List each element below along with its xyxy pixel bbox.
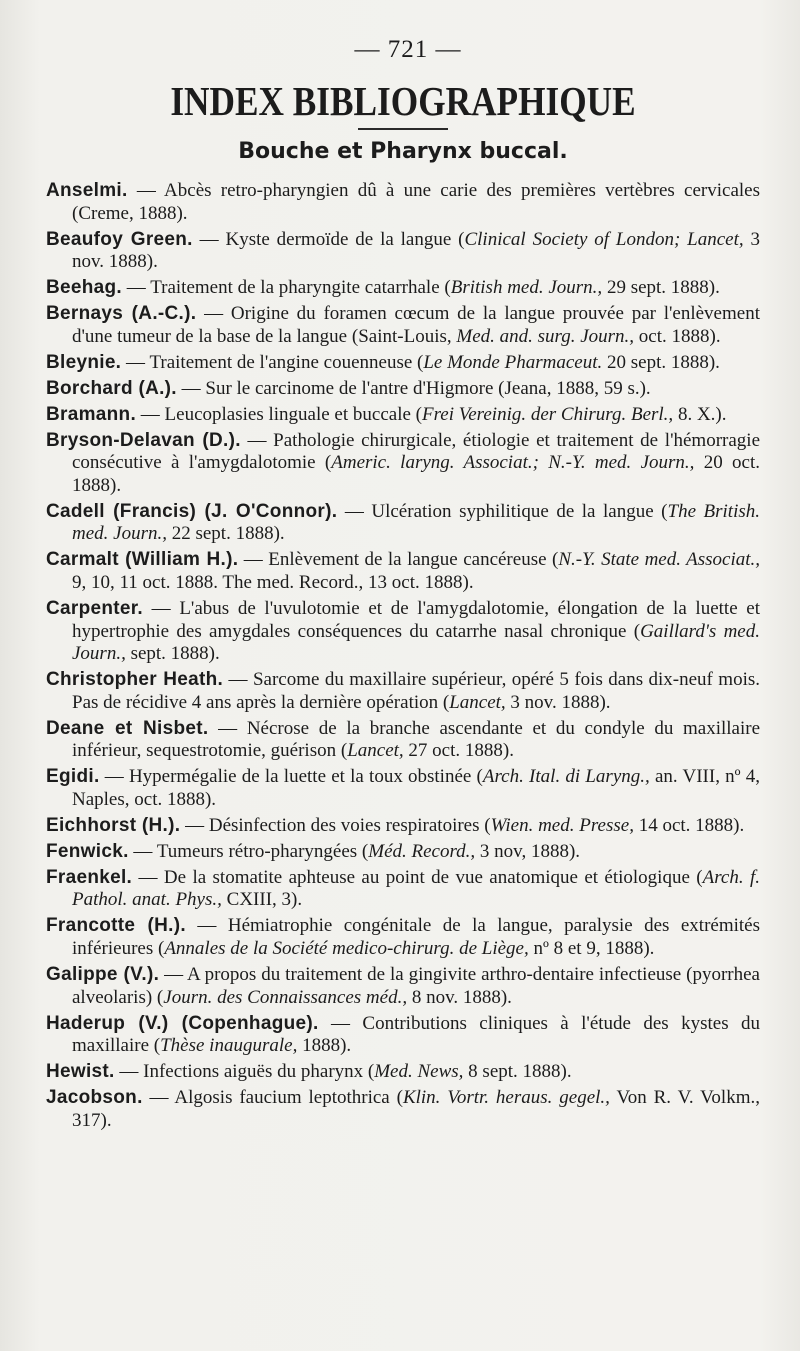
- bibliography-entry: [46, 718, 760, 763]
- entry-source: Annales de la Société medico-chirurg. de Liège,: [164, 938, 529, 960]
- entry-tail: nº 8 et 9, 1888).: [528, 938, 655, 960]
- entry-text: Désinfection des voies respiratoires (: [208, 814, 491, 836]
- entry-tail: 20 oct. 1888).: [72, 452, 760, 496]
- entry-source: The British. med. Journ.,: [72, 500, 761, 545]
- entry-author: Hewist.: [46, 1061, 115, 1083]
- bibliography-entry: [46, 303, 760, 348]
- entry-author: Haderup (V.) (Copenhague).: [46, 1012, 319, 1034]
- bibliography-entry: [46, 1087, 760, 1132]
- bibliography-entry: [46, 841, 760, 864]
- entry-tail: 8 sept. 1888).: [463, 1061, 572, 1083]
- entry-separator: —: [132, 866, 164, 888]
- entry-source: Le Monde Pharmaceut.: [423, 351, 603, 373]
- entry-tail: 29 sept. 1888).: [602, 277, 720, 299]
- entry-author: Bleynie.: [46, 351, 122, 373]
- bibliography-entry: [46, 229, 760, 274]
- entry-text: Enlèvement de la langue cancéreuse (: [268, 549, 559, 571]
- entry-source: Lancet,: [347, 740, 404, 762]
- entry-separator: —: [159, 964, 187, 986]
- entry-author: Bryson-Delavan (D.).: [46, 429, 241, 451]
- entry-separator: —: [196, 303, 231, 325]
- entry-source: N.-Y. State med. Associat.,: [558, 549, 761, 571]
- entry-source: Arch. f. Pathol. anat. Phys.,: [72, 866, 760, 911]
- entry-text: Leucoplasies linguale et buccale (: [164, 403, 422, 425]
- section-heading: Bouche et Pharynx buccal.: [238, 139, 568, 164]
- entry-tail: 20 sept. 1888).: [602, 351, 720, 373]
- bibliography-entry: [46, 277, 760, 300]
- entry-text: A propos du traitement de la gingivite arthro-dentaire infectieuse (pyorrhea alveolaris) (: [72, 964, 760, 1008]
- entry-text: Kyste dermoïde de la langue (: [225, 228, 465, 250]
- entry-author: Fenwick.: [46, 840, 129, 862]
- title-rule: [358, 128, 448, 130]
- entry-tail: 3 nov, 1888).: [475, 840, 581, 862]
- entry-text: Tumeurs rétro-pharyngées (: [156, 840, 369, 862]
- entry-separator: —: [180, 814, 209, 836]
- entry-tail: 14 oct. 1888).: [633, 814, 745, 836]
- entry-tail: 3 nov. 1888).: [505, 691, 611, 713]
- entry-separator: —: [128, 840, 157, 862]
- entry-author: Egidi.: [46, 766, 100, 788]
- entry-author: Carpenter.: [46, 598, 143, 619]
- entry-separator: —: [240, 429, 274, 451]
- entry-separator: —: [185, 915, 228, 937]
- entry-separator: —: [238, 549, 269, 571]
- entry-source: British med. Journ.,: [450, 277, 603, 299]
- entry-tail: CXIII, 3).: [221, 889, 303, 911]
- bibliography-entry: [46, 766, 760, 811]
- entry-source: Lancet,: [449, 691, 506, 713]
- entry-text: De la stomatite aphteuse au point de vue anatomique et étiologique (: [163, 866, 703, 888]
- entry-author: Beehag.: [46, 277, 123, 299]
- entry-author: Cadell (Francis) (J. O'Connor).: [46, 500, 338, 522]
- entry-text: Origine du foramen cœcum de la langue prouvée par l'enlèvement d'une tumeur de la base de la langue (Saint-Louis,: [72, 303, 760, 347]
- bibliography-entry: [46, 669, 760, 714]
- entry-text: Pathologie chirurgicale, étiologie et traitement de l'hémorragie consécutive à l'amygdalotomie (: [72, 429, 761, 474]
- bibliography-entry: [46, 964, 760, 1009]
- entry-source: Journ. des Connaissances méd.,: [163, 986, 408, 1008]
- entry-text: Contributions cliniques à l'étude des kystes du maxillaire (: [72, 1012, 761, 1057]
- entry-text: Infections aiguës du pharynx (: [143, 1061, 375, 1083]
- entry-separator: —: [192, 228, 226, 250]
- entry-tail: 8 nov. 1888).: [407, 986, 512, 1008]
- bibliography-entry: [46, 430, 760, 498]
- entry-text: Traitement de la pharyngite catarrhale (: [150, 277, 451, 299]
- entry-tail: 1888).: [297, 1035, 352, 1057]
- entry-source: Wien. med. Presse,: [490, 814, 634, 836]
- entry-author: Bernays (A.-C.).: [46, 303, 197, 325]
- entry-separator: —: [318, 1012, 363, 1034]
- entry-separator: —: [142, 598, 180, 619]
- entry-author: Borchard (A.).: [46, 377, 177, 399]
- bibliography-list: [46, 180, 760, 1132]
- entry-separator: —: [99, 766, 129, 788]
- entry-tail: an. VIII, nº 4, Naples, oct. 1888).: [72, 766, 761, 810]
- entry-text: Nécrose de la branche ascendante et du condyle du maxillaire inférieur, sequestrotomie, guérison (: [72, 717, 761, 762]
- entry-tail: 22 sept. 1888).: [166, 523, 285, 545]
- entry-author: Deane et Nisbet.: [46, 717, 209, 739]
- entry-author: Fraenkel.: [46, 866, 133, 888]
- bibliography-entry: [46, 1013, 760, 1058]
- entry-separator: —: [142, 1087, 175, 1109]
- bibliography-entry: [46, 501, 760, 546]
- entry-source: Klin. Vortr. heraus. gegel.,: [402, 1087, 610, 1109]
- bibliography-entry: [46, 180, 760, 225]
- entry-author: Christopher Heath.: [46, 669, 224, 691]
- entry-tail: 8. X.).: [673, 403, 727, 425]
- bibliography-entry: [46, 915, 760, 960]
- entry-text: L'abus de l'uvulotomie et de l'amygdalotomie, élongation de la luette et hypertrophie des amygdales conséquences du catarrhe nasal chronique (: [72, 598, 761, 642]
- entry-source: Med. and. surg. Journ.,: [456, 325, 635, 347]
- entry-tail: 9, 10, 11 oct. 1888. The med. Record., 13 oct. 1888).: [72, 572, 474, 594]
- entry-separator: —: [114, 1061, 144, 1083]
- entry-separator: —: [208, 717, 247, 739]
- entry-text: Abcès retro-pharyngien dû à une carie des premières vertèbres cervicales (Creme, 1888).: [72, 180, 760, 224]
- bibliography-entry: [46, 1061, 760, 1084]
- entry-separator: —: [122, 277, 151, 299]
- entry-author: Anselmi.: [46, 180, 128, 201]
- entry-source: Méd. Record.,: [368, 840, 476, 862]
- bibliography-entry: [46, 867, 760, 912]
- entry-separator: —: [136, 403, 165, 425]
- entry-author: Galippe (V.).: [46, 964, 160, 986]
- entry-text: Hypermégalie de la luette et la toux obstinée (: [128, 766, 483, 788]
- entry-separator: —: [121, 351, 150, 373]
- entry-text: Traitement de l'angine couenneuse (: [149, 351, 424, 373]
- entry-source: Frei Vereinig. der Chirurg. Berl.,: [421, 403, 674, 425]
- bibliography-entry: [46, 598, 760, 666]
- entry-source: Gaillard's med. Journ.,: [72, 620, 760, 665]
- entry-tail: 27 oct. 1888).: [403, 740, 514, 762]
- entry-tail: Von R. V. Volkm., 317).: [72, 1087, 760, 1131]
- entry-author: Carmalt (William H.).: [46, 549, 239, 571]
- entry-author: Beaufoy Green.: [46, 228, 193, 250]
- entry-separator: —: [337, 500, 372, 522]
- entry-text: Sur le carcinome de l'antre d'Higmore (Jeana, 1888, 59 s.).: [205, 377, 651, 399]
- entry-text: Hémiatrophie congénitale de la langue, paralysie des extrémités inférieures (: [72, 915, 760, 960]
- page-number: — 721 —: [354, 36, 462, 63]
- entry-source: Med. News,: [374, 1061, 464, 1083]
- bibliography-entry: [46, 549, 760, 594]
- entry-separator: —: [176, 377, 206, 399]
- bibliography-entry: [46, 378, 760, 401]
- entry-source: Clinical Society of London; Lancet,: [464, 228, 744, 250]
- entry-tail: 3 nov. 1888).: [72, 228, 761, 273]
- bibliography-entry: [46, 352, 760, 375]
- bibliography-entry: [46, 404, 760, 427]
- entry-text: Sarcome du maxillaire supérieur, opéré 5 fois dans dix-neuf mois. Pas de récidive 4 ans après la dernière opération (: [72, 669, 760, 713]
- entry-tail: sept. 1888).: [125, 643, 220, 665]
- bibliography-entry: [46, 815, 760, 838]
- page-title: INDEX BIBLIOGRAPHIQUE: [170, 78, 636, 124]
- entry-text: Algosis faucium leptothrica (: [174, 1087, 403, 1109]
- entry-source: Thèse inaugurale,: [160, 1035, 298, 1057]
- entry-source: Americ. laryng. Associat.; N.-Y. med. Journ.,: [331, 452, 695, 474]
- entry-source: Arch. Ital. di Laryng.,: [482, 766, 650, 788]
- entry-separator: —: [127, 180, 165, 201]
- entry-text: Ulcération syphilitique de la langue (: [371, 500, 668, 522]
- entry-author: Eichhorst (H.).: [46, 814, 181, 836]
- entry-tail: oct. 1888).: [634, 325, 721, 347]
- entry-separator: —: [223, 669, 253, 691]
- entry-author: Francotte (H.).: [46, 915, 186, 937]
- entry-author: Jacobson.: [46, 1087, 143, 1109]
- entry-author: Bramann.: [46, 403, 137, 425]
